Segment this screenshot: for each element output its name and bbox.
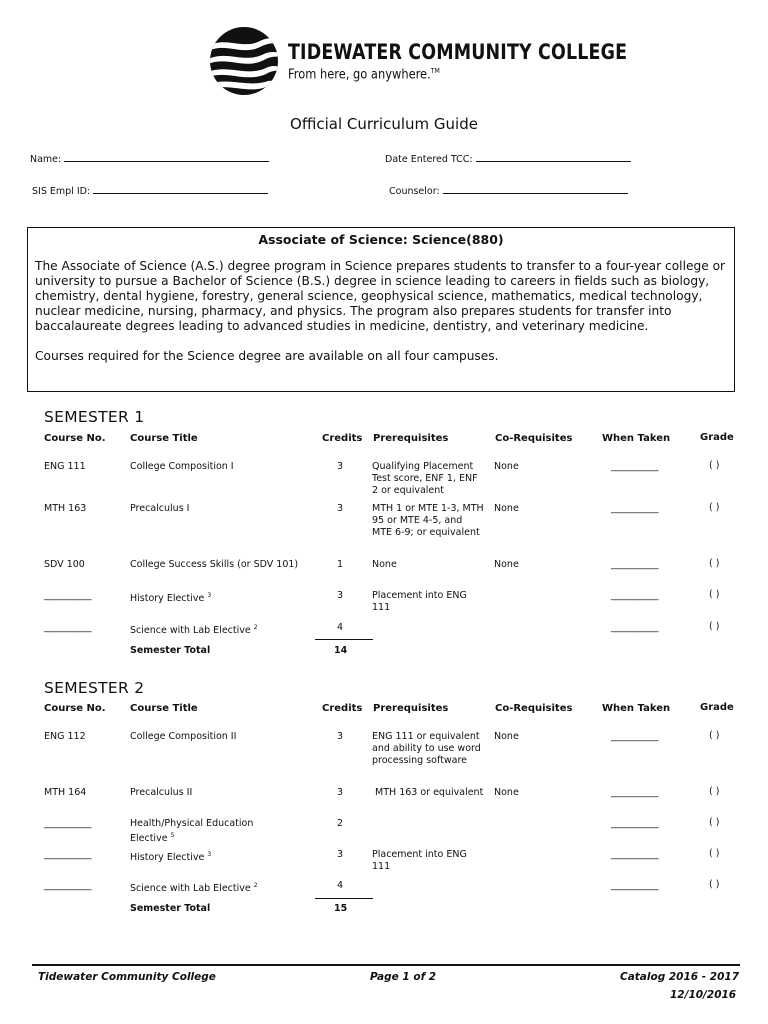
- footer-date: 12/10/2016: [670, 989, 737, 1001]
- col-course-title: Course Title: [130, 703, 198, 714]
- footer-page-number: Page 1 of 2: [370, 971, 437, 983]
- course-no: MTH 163: [44, 503, 87, 514]
- semester-total-value: 14: [334, 645, 348, 656]
- col-grade: Grade: [700, 702, 734, 713]
- semester-2-title: SEMESTER 2: [44, 679, 145, 697]
- when-taken-blank[interactable]: __________: [611, 731, 659, 742]
- when-taken-blank[interactable]: __________: [611, 849, 659, 860]
- credits: 1: [337, 559, 344, 570]
- wave-emblem-icon: [208, 26, 280, 96]
- when-taken-blank[interactable]: __________: [611, 590, 659, 601]
- total-divider: [315, 898, 373, 899]
- course-no-blank[interactable]: __________: [44, 622, 92, 633]
- col-credits: Credits: [322, 433, 363, 444]
- when-taken-blank[interactable]: __________: [611, 503, 659, 514]
- when-taken-blank[interactable]: __________: [611, 880, 659, 891]
- grade-blank[interactable]: ( ): [709, 848, 720, 859]
- grade-blank[interactable]: ( ): [709, 589, 720, 600]
- footer-college: Tidewater Community College: [38, 971, 216, 983]
- col-when-taken: When Taken: [602, 433, 671, 444]
- prerequisites: Placement into ENG 111: [372, 590, 467, 613]
- course-title: College Composition I: [130, 461, 234, 472]
- credits: 4: [337, 622, 344, 633]
- corequisites: None: [494, 461, 519, 472]
- credits: 3: [337, 787, 344, 798]
- col-course-title: Course Title: [130, 433, 198, 444]
- prerequisites: None: [372, 559, 397, 570]
- prerequisites: Placement into ENG 111: [372, 849, 467, 872]
- course-no: ENG 112: [44, 731, 86, 742]
- course-no-blank[interactable]: __________: [44, 849, 92, 860]
- col-course-no: Course No.: [44, 433, 106, 444]
- prerequisites: MTH 163 or equivalent: [372, 787, 484, 798]
- grade-blank[interactable]: ( ): [709, 502, 720, 513]
- corequisites: None: [494, 787, 519, 798]
- course-title: Science with Lab Elective $^2$: [130, 882, 258, 895]
- course-no: ENG 111: [44, 461, 86, 472]
- corequisites: None: [494, 503, 519, 514]
- when-taken-blank[interactable]: __________: [611, 559, 659, 570]
- col-when-taken: When Taken: [602, 703, 671, 714]
- footer-divider: [32, 964, 740, 966]
- college-logo: [208, 26, 697, 96]
- program-title: Associate of Science: Science(880): [258, 232, 504, 247]
- grade-blank[interactable]: ( ): [709, 817, 720, 828]
- program-description: The Associate of Science (A.S.) degree program in Science prepares students to transfer to a four-year college or university to pursue a Bachelor of Science (B.S.) degree in science leading to careers in fields such as biology, chemistry, dental hygiene, forestry, general science, geophysical science, mathematics, medical technology, nuclear medicine, nursing, pharmacy, and physics. The program also prepares students for transfer into baccalaureate degrees leading to advanced studies in medicine, dentistry, and veterinary medicine.: [35, 259, 726, 333]
- credits: 2: [337, 818, 344, 829]
- credits: 3: [337, 461, 344, 472]
- credits: 3: [337, 590, 344, 601]
- semester-1-title: SEMESTER 1: [44, 408, 145, 426]
- grade-blank[interactable]: ( ): [709, 621, 720, 632]
- grade-blank[interactable]: ( ): [709, 786, 720, 797]
- prerequisites: MTH 1 or MTE 1-3, MTH 95 or MTE 4-5, and MTE 6-9; or equivalent: [372, 503, 484, 538]
- semester-total-value: 15: [334, 903, 348, 914]
- course-title: Health/Physical Education Elective $^5$: [130, 818, 254, 845]
- col-course-no: Course No.: [44, 703, 106, 714]
- course-title: History Elective $^3$: [130, 851, 212, 864]
- course-no: MTH 164: [44, 787, 87, 798]
- grade-blank[interactable]: ( ): [709, 460, 720, 471]
- page-title: Official Curriculum Guide: [290, 115, 478, 133]
- when-taken-blank[interactable]: __________: [611, 461, 659, 472]
- corequisites: None: [494, 731, 519, 742]
- course-title: History Elective $^3$: [130, 592, 212, 605]
- course-no-blank[interactable]: __________: [44, 880, 92, 891]
- course-title: Precalculus I: [130, 503, 190, 514]
- grade-blank[interactable]: ( ): [709, 730, 720, 741]
- credits: 3: [337, 731, 344, 742]
- name-field[interactable]: Name:: [30, 152, 269, 165]
- grade-blank[interactable]: ( ): [709, 879, 720, 890]
- course-no: SDV 100: [44, 559, 85, 570]
- semester-total-label: Semester Total: [130, 645, 211, 656]
- credits: 3: [337, 849, 344, 860]
- col-prerequisites: Prerequisites: [373, 703, 449, 714]
- footer-catalog: Catalog 2016 - 2017: [620, 971, 739, 983]
- course-title: College Success Skills (or SDV 101): [130, 559, 299, 570]
- prerequisites: ENG 111 or equivalent and ability to use word processing software: [372, 731, 481, 766]
- col-grade: Grade: [700, 432, 734, 443]
- date-entered-field[interactable]: Date Entered TCC:: [385, 152, 631, 165]
- total-divider: [315, 639, 373, 640]
- credits: 4: [337, 880, 344, 891]
- sis-empl-id-field[interactable]: SIS Empl ID:: [32, 184, 268, 197]
- college-name: TIDEWATER COMMUNITY COLLEGE: [288, 39, 628, 64]
- grade-blank[interactable]: ( ): [709, 558, 720, 569]
- counselor-field[interactable]: Counselor:: [389, 184, 628, 197]
- course-no-blank[interactable]: __________: [44, 590, 92, 601]
- col-prerequisites: Prerequisites: [373, 433, 449, 444]
- corequisites: None: [494, 559, 519, 570]
- col-corequisites: Co-Requisites: [495, 703, 573, 714]
- course-no-blank[interactable]: __________: [44, 818, 92, 829]
- when-taken-blank[interactable]: __________: [611, 622, 659, 633]
- program-availability: Courses required for the Science degree are available on all four campuses.: [35, 349, 499, 363]
- course-title: Precalculus II: [130, 787, 193, 798]
- course-title: College Composition II: [130, 731, 237, 742]
- credits: 3: [337, 503, 344, 514]
- col-credits: Credits: [322, 703, 363, 714]
- when-taken-blank[interactable]: __________: [611, 818, 659, 829]
- prerequisites: Qualifying Placement Test score, ENF 1, ENF 2 or equivalent: [372, 461, 478, 496]
- course-title: Science with Lab Elective $^2$: [130, 624, 258, 637]
- when-taken-blank[interactable]: __________: [611, 787, 659, 798]
- program-description-box: [27, 227, 735, 392]
- semester-total-label: Semester Total: [130, 903, 211, 914]
- col-corequisites: Co-Requisites: [495, 433, 573, 444]
- tagline: From here, go anywhere.™: [288, 66, 440, 83]
